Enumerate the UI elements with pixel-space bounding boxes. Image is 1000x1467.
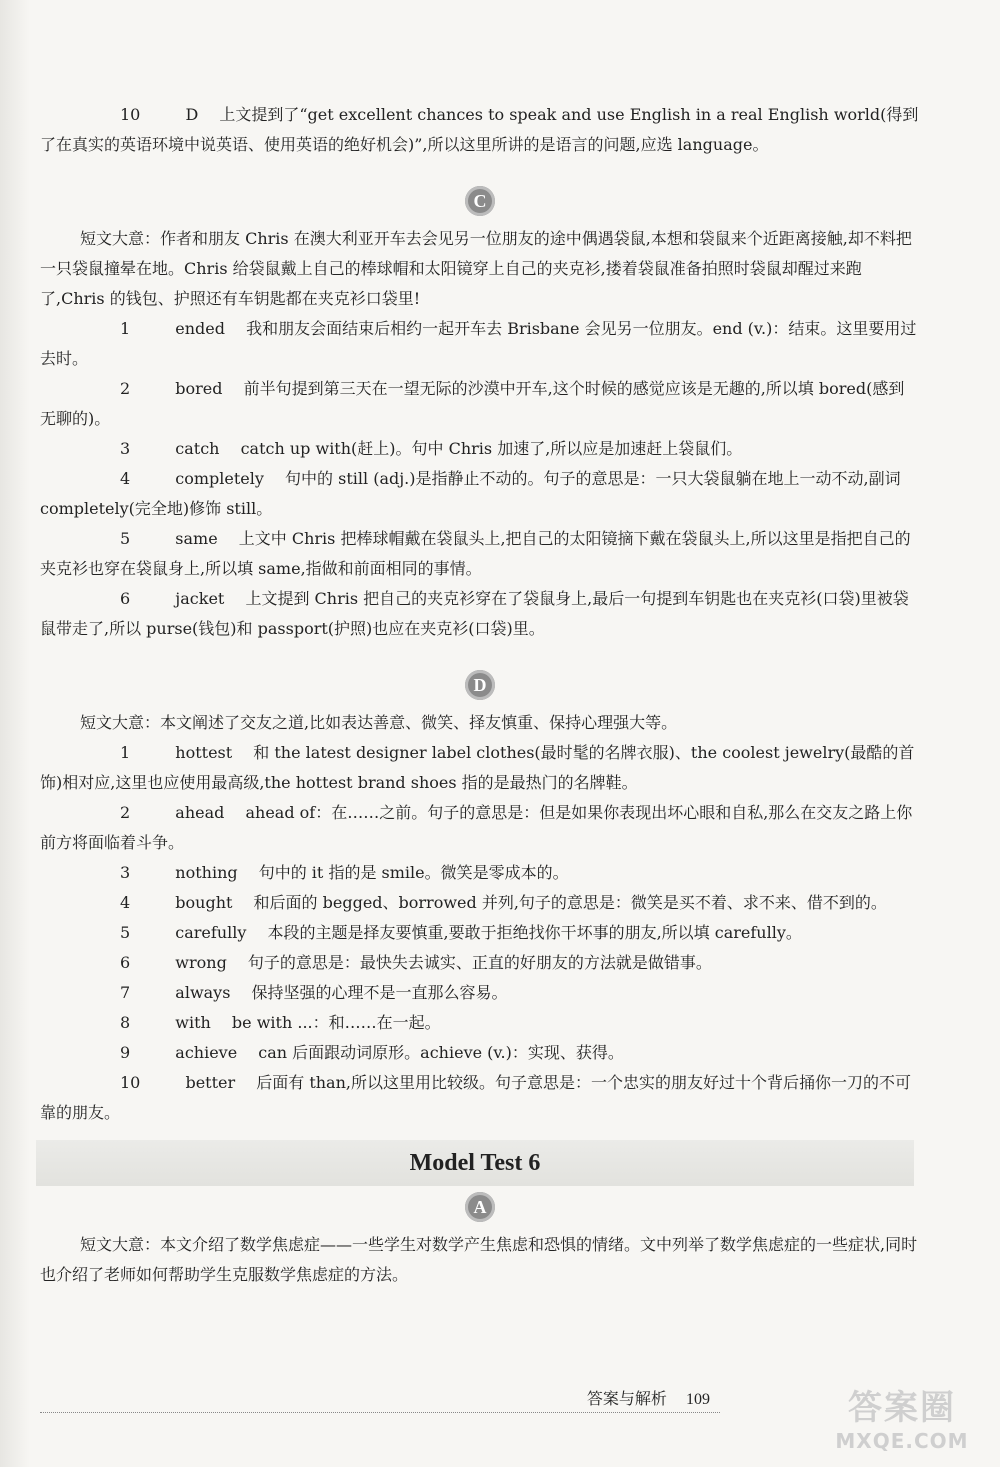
- item-explanation: catch up with(赶上)。句中 Chris 加速了,所以应是加速赶上袋鼠们。: [240, 439, 743, 458]
- section-c-badge: C: [465, 186, 495, 216]
- item-number: 5: [120, 923, 131, 942]
- item-number: 2: [120, 379, 131, 398]
- item-explanation: 句中的 still (adj.)是指静止不动的。句子的意思是：一只大袋鼠躺在地上一动不动,副词 completely(完全地)修饰 still。: [40, 469, 901, 518]
- item-number: 3: [120, 439, 131, 458]
- page-footer: [40, 1386, 720, 1413]
- section-a-summary: 短文大意：本文介绍了数学焦虑症——一些学生对数学产生焦虑和恐惧的情绪。文中列举了数学焦虑症的一些症状,同时也介绍了老师如何帮助学生克服数学焦虑症的方法。: [40, 1235, 918, 1284]
- model-test-title: Model Test 6: [409, 1150, 541, 1176]
- item-number: 1: [120, 319, 131, 338]
- answer-item: [40, 584, 920, 644]
- item-explanation: 句中的 it 指的是 smile。微笑是零成本的。: [258, 863, 569, 882]
- item-explanation: 和 the latest designer label clothes(最时髦的名牌衣服)、the coolest jewelry(最酷的首饰)相对应,这里也应使用最高级,the hottest brand shoes 指的是最热门的名牌鞋。: [40, 743, 915, 792]
- item-answer: carefully: [175, 923, 247, 942]
- item-answer: ahead: [175, 803, 225, 822]
- item-number: 1: [120, 743, 131, 762]
- item-explanation: 保持坚强的心理不是一直那么容易。: [251, 983, 508, 1002]
- item-number: 10: [120, 105, 141, 124]
- item-answer: completely: [175, 469, 264, 488]
- answer-item: [40, 374, 920, 434]
- answer-item: [40, 738, 920, 798]
- item-answer: ended: [175, 319, 226, 338]
- item-explanation: 本段的主题是择友要慎重,要敢于拒绝找你干坏事的朋友,所以填 carefully。: [267, 923, 802, 942]
- section-d-header: [40, 664, 920, 708]
- item-answer: catch: [175, 439, 220, 458]
- item-explanation: 后面有 than,所以这里用比较级。句子意思是：一个忠实的朋友好过十个背后捅你一刀的不可靠的朋友。: [40, 1073, 911, 1122]
- answer-item: [40, 434, 920, 464]
- answer-item: [40, 948, 920, 978]
- footer-label: 答案与解析: [586, 1389, 667, 1408]
- item-explanation: be with ...：和……在一起。: [231, 1013, 441, 1032]
- item-explanation: 我和朋友会面结束后相约一起开车去 Brisbane 会见另一位朋友。end (v.)：结束。这里要用过去时。: [40, 319, 917, 368]
- section-d-items: [40, 738, 920, 1128]
- item-answer: same: [175, 529, 218, 548]
- section-a-badge: A: [465, 1192, 495, 1222]
- page-number: 109: [686, 1391, 710, 1408]
- item-explanation: ahead of：在……之前。句子的意思是：但是如果你表现出坏心眼和自私,那么在交友之路上你前方将面临着斗争。: [40, 803, 913, 852]
- section-a-header: [40, 1186, 920, 1230]
- watermark-bottom: MXQE.COM: [835, 1429, 969, 1453]
- section-d-summary: 短文大意：本文阐述了交友之道,比如表达善意、微笑、择友慎重、保持心理强大等。: [80, 713, 678, 732]
- item-number: 7: [120, 983, 131, 1002]
- answer-item: [40, 1008, 920, 1038]
- item-answer: with: [175, 1013, 211, 1032]
- item-number: 4: [120, 893, 131, 912]
- section-c-header: [40, 180, 920, 224]
- watermark-top: 答案圈: [848, 1388, 956, 1428]
- item-explanation: 前半句提到第三天在一望无际的沙漠中开车,这个时候的感觉应该是无趣的,所以填 bored(感到无聊的)。: [40, 379, 905, 428]
- answer-item: [40, 798, 920, 858]
- answer-item: [40, 524, 920, 584]
- item-number: 2: [120, 803, 131, 822]
- answer-item: [40, 1068, 920, 1128]
- item-explanation: can 后面跟动词原形。achieve (v.)：实现、获得。: [258, 1043, 624, 1062]
- section-c-items: [40, 314, 920, 644]
- item-explanation: 上文中 Chris 把棒球帽戴在袋鼠头上,把自己的太阳镜摘下戴在袋鼠头上,所以这里是指把自己的夹克衫也穿在袋鼠身上,所以填 same,指做和前面相同的事情。: [40, 529, 911, 578]
- item-explanation: 上文提到了“get excellent chances to speak and use English in a real English world(得到了在真实的英语环境中说英语、使用英语的绝好机会)”,所以这里所讲的是语言的问题,应选 language。: [40, 105, 919, 154]
- item-number: 4: [120, 469, 131, 488]
- item-answer: wrong: [175, 953, 227, 972]
- answer-item: [40, 888, 920, 918]
- section-d-badge: D: [465, 670, 495, 700]
- item-number: 10: [120, 1073, 141, 1092]
- item-explanation: 上文提到 Chris 把自己的夹克衫穿在了袋鼠身上,最后一句提到车钥匙也在夹克衫(口袋)里被袋鼠带走了,所以 purse(钱包)和 passport(护照)也应在夹克衫(口袋)里。: [40, 589, 909, 638]
- item-answer: jacket: [175, 589, 225, 608]
- answer-item: [40, 858, 920, 888]
- answer-item: [40, 918, 920, 948]
- item-answer: D: [185, 105, 199, 124]
- item-number: 8: [120, 1013, 131, 1032]
- section-c-summary: 短文大意：作者和朋友 Chris 在澳大利亚开车去会见另一位朋友的途中偶遇袋鼠,本想和袋鼠来个近距离接触,却不料把一只袋鼠撞晕在地。Chris 给袋鼠戴上自己的棒球帽和太阳镜穿上自己的夹克衫,搂着袋鼠准备拍照时袋鼠却醒过来跑了,Chris 的钱包、护照还有车钥匙都在夹克衫口袋里!: [40, 229, 912, 308]
- answer-page: [40, 100, 920, 1290]
- item-answer: bought: [175, 893, 233, 912]
- answer-item: [40, 978, 920, 1008]
- footer-text: [587, 1386, 710, 1409]
- item-explanation: 句子的意思是：最快失去诚实、正直的好朋友的方法就是做错事。: [247, 953, 712, 972]
- watermark-logo: [822, 1388, 982, 1462]
- model-test-banner: [36, 1140, 914, 1186]
- item-answer: hottest: [175, 743, 233, 762]
- item-answer: nothing: [175, 863, 238, 882]
- item-number: 5: [120, 529, 131, 548]
- item-answer: better: [185, 1073, 236, 1092]
- item-number: 9: [120, 1043, 131, 1062]
- item-number: 6: [120, 589, 131, 608]
- answer-item-q10: [40, 100, 920, 160]
- answer-item: [40, 464, 920, 524]
- answer-item: [40, 314, 920, 374]
- item-answer: always: [175, 983, 231, 1002]
- answer-item: [40, 1038, 920, 1068]
- page-edge-shadow: [0, 0, 30, 1467]
- item-answer: bored: [175, 379, 223, 398]
- item-number: 3: [120, 863, 131, 882]
- item-explanation: 和后面的 begged、borrowed 并列,句子的意思是：微笑是买不着、求不来、借不到的。: [253, 893, 887, 912]
- item-answer: achieve: [175, 1043, 238, 1062]
- item-number: 6: [120, 953, 131, 972]
